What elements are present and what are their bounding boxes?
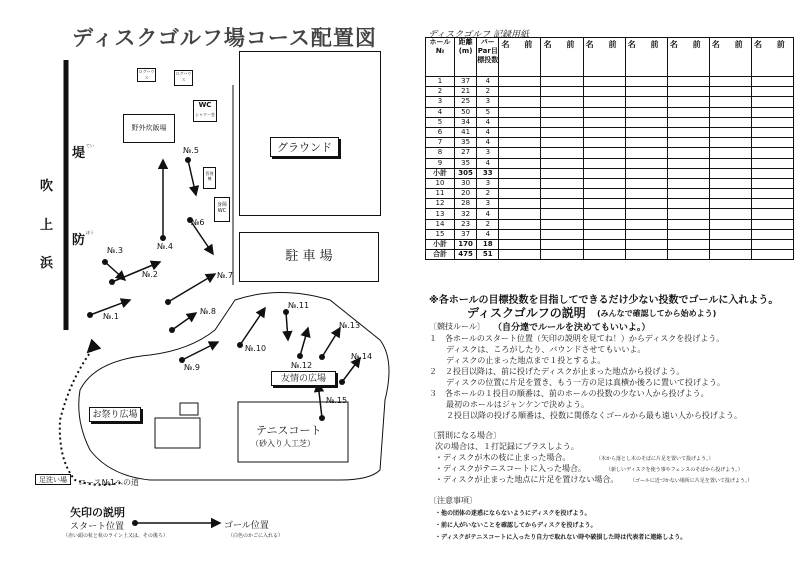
cell-score-entry[interactable] [583, 189, 625, 199]
cell-score-entry[interactable] [709, 250, 751, 260]
cell-hole: 2 [426, 87, 455, 97]
cell-score-entry[interactable] [751, 158, 793, 168]
yujo-plaza-label: 友情の広場 [271, 371, 336, 386]
penalty-1-note: （木から落とし木のそばに片足を置いて投げよう。） [596, 456, 714, 462]
cell-score-entry[interactable] [709, 240, 751, 250]
cell-par: 4 [477, 229, 499, 239]
embankment-ruby-2: ぼう [86, 230, 94, 235]
cell-score-entry[interactable] [625, 178, 667, 188]
cell-par: 3 [477, 199, 499, 209]
wc2-label: WC [217, 208, 227, 214]
cell-distance: 50 [454, 107, 476, 117]
cell-score-entry[interactable] [751, 87, 793, 97]
cell-hole: 15 [426, 229, 455, 239]
cell-score-entry[interactable] [709, 107, 751, 117]
cell-score-entry[interactable] [583, 250, 625, 260]
cell-score-entry[interactable] [541, 178, 583, 188]
omatsuri-plaza-label: お祭り広場 [89, 407, 141, 422]
rules-heading-note: (みんなで確認してから始めよう) [597, 309, 717, 318]
cell-score-entry[interactable] [709, 97, 751, 107]
cell-hole: 小計 [426, 240, 455, 250]
cell-score-entry[interactable] [625, 219, 667, 229]
cell-score-entry[interactable] [541, 87, 583, 97]
cell-distance: 41 [454, 127, 476, 137]
scorecard-row [426, 158, 794, 168]
scorecard-title: ディスクゴルフ 記録用紙 [428, 30, 529, 40]
cell-score-entry[interactable] [667, 87, 709, 97]
cell-score-entry[interactable] [499, 219, 541, 229]
cell-score-entry[interactable] [667, 97, 709, 107]
shower-label: シャワー室 [195, 112, 215, 117]
cell-score-entry[interactable] [751, 148, 793, 158]
cell-score-entry[interactable] [625, 189, 667, 199]
scorecard-row [426, 240, 794, 250]
cell-score-entry[interactable] [625, 240, 667, 250]
hole-arrow-11 [286, 312, 288, 340]
hole-arrow-10 [240, 308, 265, 345]
hole-label-13: №.13 [339, 321, 361, 330]
cell-score-entry[interactable] [499, 199, 541, 209]
penalty-2-note: （新しいディスクを使う事やフェンスのそばから投げよう。） [606, 467, 743, 473]
header-name-3: 名 前 [583, 38, 625, 77]
cell-score-entry[interactable] [751, 97, 793, 107]
header-hole: ホール№ [426, 38, 455, 77]
scorecard-header-row [426, 38, 794, 77]
cell-score-entry[interactable] [751, 77, 793, 87]
scorecard-row [426, 178, 794, 188]
scorecard-table [425, 37, 794, 260]
cell-score-entry[interactable] [541, 219, 583, 229]
cell-hole: 小計 [426, 168, 455, 178]
cell-score-entry[interactable] [625, 168, 667, 178]
cell-score-entry[interactable] [751, 189, 793, 199]
cell-score-entry[interactable] [541, 148, 583, 158]
embankment-side-2: 上 [40, 218, 54, 233]
cell-score-entry[interactable] [751, 117, 793, 127]
hole-label-11: №.11 [288, 301, 310, 310]
cell-score-entry[interactable] [583, 107, 625, 117]
cell-score-entry[interactable] [751, 219, 793, 229]
hole-label-4: №.4 [157, 242, 173, 251]
cell-score-entry[interactable] [541, 189, 583, 199]
cell-par: 51 [477, 250, 499, 260]
rule-3b: ２投目以降の投げる順番は、投数に関係なくゴールから最も遠い人から投げよう。 [446, 411, 742, 420]
cell-score-entry[interactable] [541, 240, 583, 250]
cell-hole: 3 [426, 97, 455, 107]
legend-start-note: （赤い頭の杭と杭のライン上又は、その後ろ） [63, 533, 168, 539]
cell-score-entry[interactable] [583, 199, 625, 209]
cell-score-entry[interactable] [541, 77, 583, 87]
cell-score-entry[interactable] [625, 148, 667, 158]
cell-score-entry[interactable] [541, 209, 583, 219]
scorecard-row [426, 138, 794, 148]
hole-arrow-14 [342, 358, 360, 382]
cell-score-entry[interactable] [583, 229, 625, 239]
cell-score-entry[interactable] [667, 178, 709, 188]
cell-score-entry[interactable] [499, 127, 541, 137]
cell-score-entry[interactable] [499, 117, 541, 127]
cell-score-entry[interactable] [751, 199, 793, 209]
hole-label-3: №.3 [107, 246, 123, 255]
embankment-side-1: 吹 [40, 179, 54, 194]
rule-3a: 最初のホールはジャンケンで決めよう。 [446, 400, 590, 409]
cell-score-entry[interactable] [709, 178, 751, 188]
hole-label-9: №.9 [184, 363, 200, 372]
cell-score-entry[interactable] [583, 77, 625, 87]
hole-arrow-3 [105, 262, 125, 280]
cell-hole: 14 [426, 219, 455, 229]
cell-par: 4 [477, 158, 499, 168]
cell-distance: 170 [454, 240, 476, 250]
scorecard-row [426, 87, 794, 97]
embankment-ruby-1: てい [86, 143, 94, 148]
cell-score-entry[interactable] [751, 107, 793, 117]
cell-score-entry[interactable] [583, 97, 625, 107]
hole-label-6: №6 [191, 218, 205, 227]
wc-accessible [214, 197, 230, 222]
scorecard-row [426, 229, 794, 239]
cell-score-entry[interactable] [499, 87, 541, 97]
rule-3: ３ 各ホールの１投目の順番は、前のホールの投数の少ない人から投げよう。 [429, 389, 709, 398]
penalty-heading: 〔罰則になる場合〕 [429, 431, 501, 440]
cell-par: 4 [477, 117, 499, 127]
cell-score-entry[interactable] [625, 87, 667, 97]
target-banner: ※各ホールの目標投数を目指してできるだけ少ない投数でゴールに入れよう。 [429, 295, 779, 306]
cell-score-entry[interactable] [667, 77, 709, 87]
cell-distance: 21 [454, 87, 476, 97]
rules-heading: ディスクゴルフの説明 [467, 306, 586, 320]
cell-score-entry[interactable] [751, 250, 793, 260]
cell-score-entry[interactable] [583, 240, 625, 250]
hole-label-5: №.5 [183, 146, 199, 155]
cell-score-entry[interactable] [709, 168, 751, 178]
scorecard-row [426, 250, 794, 260]
cell-score-entry[interactable] [625, 158, 667, 168]
cell-hole: 11 [426, 189, 455, 199]
scorecard-row [426, 148, 794, 158]
rule-2: ２ ２投目以降は、前に投げたディスクが止まった地点から投げよう。 [429, 367, 685, 376]
legend-goal-note: （白色のかごに入れる） [228, 533, 284, 539]
embankment-char-1: 堤 [72, 146, 86, 161]
wc-label: WC [198, 101, 212, 109]
cell-score-entry[interactable] [625, 209, 667, 219]
cell-hole: 9 [426, 158, 455, 168]
cell-par: 18 [477, 240, 499, 250]
hole-label-2: №.2 [142, 270, 158, 279]
caution-heading: 〔注意事項〕 [429, 496, 477, 505]
cell-score-entry[interactable] [667, 148, 709, 158]
cell-score-entry[interactable] [499, 240, 541, 250]
cell-score-entry[interactable] [583, 138, 625, 148]
cell-score-entry[interactable] [667, 250, 709, 260]
cell-score-entry[interactable] [709, 199, 751, 209]
hole-arrow-8 [172, 313, 196, 330]
hole-arrow-9 [182, 342, 218, 360]
cell-par: 3 [477, 178, 499, 188]
cell-score-entry[interactable] [625, 97, 667, 107]
hole-label-12: №.12 [291, 361, 313, 370]
cell-distance: 23 [454, 219, 476, 229]
accessible-label: 身障 [216, 202, 227, 208]
cell-distance: 25 [454, 97, 476, 107]
hole-arrow-7 [168, 274, 215, 302]
hole-arrow-13 [322, 328, 340, 357]
cell-score-entry[interactable] [667, 107, 709, 117]
cell-score-entry[interactable] [667, 219, 709, 229]
cell-score-entry[interactable] [541, 168, 583, 178]
cell-score-entry[interactable] [667, 127, 709, 137]
cell-score-entry[interactable] [667, 168, 709, 178]
cell-score-entry[interactable] [667, 240, 709, 250]
cell-score-entry[interactable] [499, 158, 541, 168]
cell-score-entry[interactable] [751, 240, 793, 250]
cell-par: 5 [477, 107, 499, 117]
cell-hole: 合計 [426, 250, 455, 260]
scorecard-row [426, 168, 794, 178]
rule-1b: ディスクの止まった地点まで１投とするよ。 [446, 356, 606, 365]
cell-score-entry[interactable] [667, 209, 709, 219]
cell-hole: 5 [426, 117, 455, 127]
header-name-7: 名 前 [751, 38, 793, 77]
cell-distance: 20 [454, 189, 476, 199]
cell-score-entry[interactable] [625, 199, 667, 209]
hole-label-15: №.15 [326, 396, 348, 405]
cell-par: 4 [477, 138, 499, 148]
cell-score-entry[interactable] [709, 209, 751, 219]
management-building: 管理棟 [203, 167, 216, 189]
cell-score-entry[interactable] [499, 168, 541, 178]
cell-distance: 32 [454, 209, 476, 219]
cell-score-entry[interactable] [625, 229, 667, 239]
cell-score-entry[interactable] [499, 107, 541, 117]
cell-score-entry[interactable] [667, 117, 709, 127]
cell-par: 3 [477, 97, 499, 107]
cell-distance: 35 [454, 138, 476, 148]
cell-score-entry[interactable] [499, 138, 541, 148]
cell-score-entry[interactable] [751, 168, 793, 178]
cell-distance: 30 [454, 178, 476, 188]
cell-distance: 305 [454, 168, 476, 178]
header-name-1: 名 前 [499, 38, 541, 77]
cell-score-entry[interactable] [541, 199, 583, 209]
legend-start: スタート位置 [70, 522, 125, 532]
hole-arrow-12 [300, 328, 308, 356]
caution-3: ・ディスクがテニスコートに入ったり自力で取れない時や破損した時は代表者に連絡しよう。 [435, 534, 687, 541]
scorecard-body [426, 77, 794, 260]
competition-note: （自分達でルールを決めてもいいよ。） [493, 323, 651, 333]
cell-hole: 10 [426, 178, 455, 188]
cell-score-entry[interactable] [709, 117, 751, 127]
cell-score-entry[interactable] [667, 199, 709, 209]
cell-par: 4 [477, 209, 499, 219]
cell-score-entry[interactable] [499, 77, 541, 87]
hole-arrow-15 [318, 383, 322, 418]
cell-distance: 34 [454, 117, 476, 127]
cell-hole: 8 [426, 148, 455, 158]
cell-hole: 13 [426, 209, 455, 219]
cell-par: 3 [477, 148, 499, 158]
tennis-court-label: テニスコート [256, 424, 322, 437]
tennis-court-sub: （砂入り人工芝） [251, 439, 315, 448]
cell-score-entry[interactable] [625, 250, 667, 260]
scorecard-row [426, 107, 794, 117]
embankment-char-2: 防 [72, 233, 86, 248]
hole-label-7: №.7 [217, 271, 233, 280]
cell-distance: 28 [454, 199, 476, 209]
scorecard-row [426, 219, 794, 229]
cell-score-entry[interactable] [541, 127, 583, 137]
cell-score-entry[interactable] [709, 77, 751, 87]
header-name-6: 名 前 [709, 38, 751, 77]
header-distance: 距離(m) [454, 38, 476, 77]
cell-par: 4 [477, 77, 499, 87]
course-entry-label: コース№1への道 [78, 478, 140, 487]
scorecard-row [426, 77, 794, 87]
cell-score-entry[interactable] [583, 158, 625, 168]
scorecard-row [426, 199, 794, 209]
cell-score-entry[interactable] [499, 178, 541, 188]
penalty-3: ・ディスクが止まった地点に片足を置けない場合。 [435, 475, 619, 484]
cell-score-entry[interactable] [583, 178, 625, 188]
cell-distance: 475 [454, 250, 476, 260]
cell-distance: 27 [454, 148, 476, 158]
cell-hole: 6 [426, 127, 455, 137]
cell-score-entry[interactable] [667, 229, 709, 239]
caution-2: ・前に人がいないことを確認してからディスクを投げよう。 [435, 522, 597, 529]
cell-par: 4 [477, 127, 499, 137]
cell-score-entry[interactable] [667, 189, 709, 199]
cell-par: 2 [477, 219, 499, 229]
cell-score-entry[interactable] [541, 138, 583, 148]
cell-score-entry[interactable] [709, 219, 751, 229]
wc-shower [193, 100, 217, 122]
cell-score-entry[interactable] [709, 127, 751, 137]
cell-score-entry[interactable] [709, 138, 751, 148]
scorecard-row [426, 189, 794, 199]
log-house-a: ログハウス [138, 69, 155, 80]
rule-1: １ 各ホールのスタート位置（矢印の説明を見てね！）からディスクを投げよう。 [429, 334, 725, 343]
penalty-intro: 次の場合は、１打記録にプラスしよう。 [435, 442, 579, 451]
scorecard-row [426, 117, 794, 127]
bbq-area: 野外炊飯場 [123, 114, 175, 143]
cell-score-entry[interactable] [583, 148, 625, 158]
cell-score-entry[interactable] [667, 138, 709, 148]
rule-2a: ディスクの位置に片足を置き、もう一方の足は真横か後ろに置いて投げよう。 [446, 378, 726, 387]
parking-area: 駐 車 場 [239, 232, 379, 282]
caution-1: ・他の団体の迷惑にならないようにディスクを投げよう。 [435, 510, 591, 517]
header-name-4: 名 前 [625, 38, 667, 77]
cell-hole: 7 [426, 138, 455, 148]
legend-title: 矢印の説明 [70, 506, 125, 519]
cell-score-entry[interactable] [709, 148, 751, 158]
cell-par: 2 [477, 87, 499, 97]
scorecard-row [426, 97, 794, 107]
penalty-1: ・ディスクが木の枝に止まった場合。 [435, 453, 571, 462]
cell-distance: 35 [454, 158, 476, 168]
cell-hole: 12 [426, 199, 455, 209]
cell-score-entry[interactable] [583, 127, 625, 137]
cell-score-entry[interactable] [499, 250, 541, 260]
cell-score-entry[interactable] [667, 158, 709, 168]
cell-score-entry[interactable] [625, 77, 667, 87]
cell-distance: 37 [454, 77, 476, 87]
cell-score-entry[interactable] [541, 250, 583, 260]
cell-score-entry[interactable] [541, 107, 583, 117]
log-house-b: ログハウス [174, 70, 193, 86]
cell-score-entry[interactable] [751, 209, 793, 219]
cell-score-entry[interactable] [709, 189, 751, 199]
rule-1a: ディスクは、ころがしたり、バウンドさせてもいいよ。 [446, 345, 646, 354]
scorecard-row [426, 209, 794, 219]
cell-score-entry[interactable] [709, 229, 751, 239]
cell-score-entry[interactable] [499, 229, 541, 239]
cell-score-entry[interactable] [625, 138, 667, 148]
cell-distance: 37 [454, 229, 476, 239]
cell-score-entry[interactable] [541, 117, 583, 127]
cell-score-entry[interactable] [541, 97, 583, 107]
ground-label: グラウンド [270, 137, 339, 157]
cell-score-entry[interactable] [751, 178, 793, 188]
hole-label-14: №.14 [351, 352, 373, 361]
cell-score-entry[interactable] [499, 209, 541, 219]
legend-goal: ゴール位置 [224, 521, 269, 531]
cell-score-entry[interactable] [625, 107, 667, 117]
competition-heading: 〔競技ルール〕 [429, 322, 485, 331]
cell-score-entry[interactable] [709, 87, 751, 97]
header-par: パーPar目標投数 [477, 38, 499, 77]
hole-arrow-5 [188, 160, 196, 195]
header-name-2: 名 前 [541, 38, 583, 77]
cell-score-entry[interactable] [625, 127, 667, 137]
embankment-side-3: 浜 [40, 256, 54, 271]
cell-score-entry[interactable] [583, 209, 625, 219]
header-name-5: 名 前 [667, 38, 709, 77]
cell-score-entry[interactable] [751, 229, 793, 239]
cell-score-entry[interactable] [583, 219, 625, 229]
cell-hole: 1 [426, 77, 455, 87]
cell-score-entry[interactable] [709, 158, 751, 168]
cell-score-entry[interactable] [583, 117, 625, 127]
cell-score-entry[interactable] [583, 87, 625, 97]
cell-score-entry[interactable] [541, 229, 583, 239]
cell-score-entry[interactable] [499, 148, 541, 158]
hole-label-1: №.1 [103, 312, 119, 321]
cell-score-entry[interactable] [499, 97, 541, 107]
foot-wash-label: 足洗い場 [35, 474, 71, 485]
hole-label-8: №.8 [200, 307, 216, 316]
penalty-3-note: （ゴールに近づかない場所に片足を置いて投げよう。） [630, 478, 753, 484]
cell-score-entry[interactable] [499, 189, 541, 199]
ground-area [239, 51, 381, 216]
scorecard-row [426, 127, 794, 137]
penalty-2: ・ディスクがテニスコートに入った場合。 [435, 464, 587, 473]
cell-par: 2 [477, 189, 499, 199]
cell-score-entry[interactable] [751, 127, 793, 137]
cell-score-entry[interactable] [541, 158, 583, 168]
cell-score-entry[interactable] [751, 138, 793, 148]
cell-hole: 4 [426, 107, 455, 117]
cell-score-entry[interactable] [583, 168, 625, 178]
hole-label-10: №.10 [245, 344, 267, 353]
cell-par: 33 [477, 168, 499, 178]
cell-score-entry[interactable] [625, 117, 667, 127]
map-title: ディスクゴルフ場コース配置図 [72, 26, 377, 50]
